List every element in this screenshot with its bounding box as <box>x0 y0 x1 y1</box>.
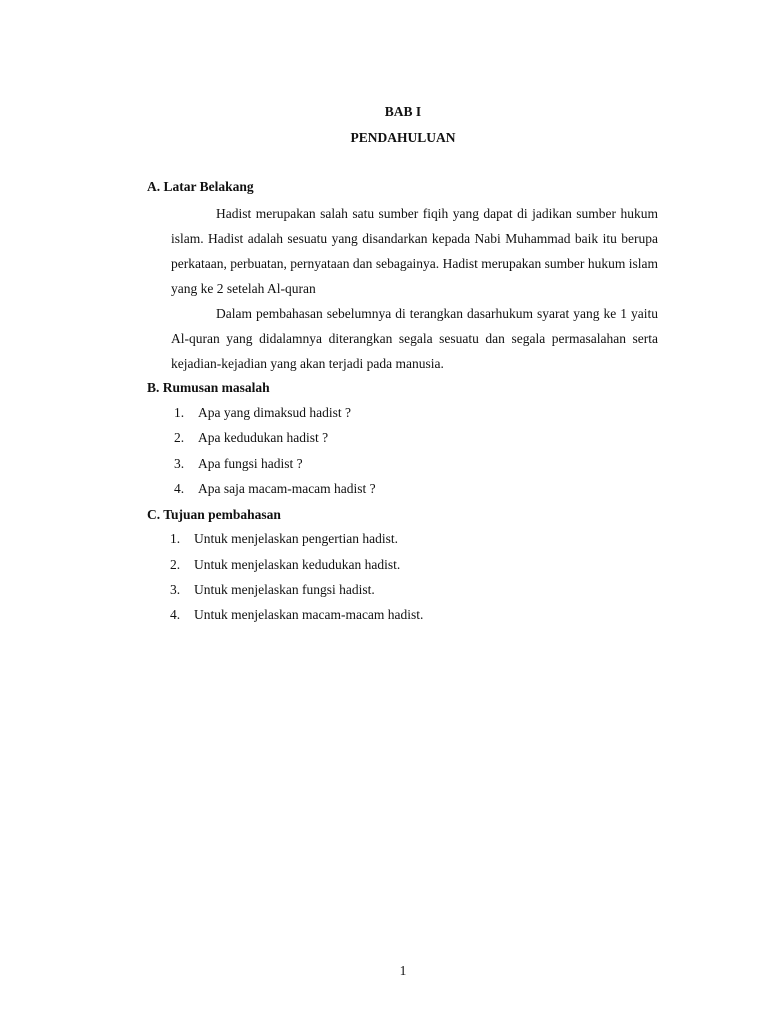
list-text: Apa yang dimaksud hadist ? <box>198 405 351 420</box>
list-number: 3. <box>174 456 185 471</box>
list-number: 2. <box>174 430 185 445</box>
list-text: Untuk menjelaskan fungsi hadist. <box>194 582 375 597</box>
list-number: 2. <box>170 557 181 572</box>
list-item <box>174 405 351 421</box>
list-item <box>174 430 328 446</box>
list-text: Apa fungsi hadist ? <box>198 456 303 471</box>
section-a-heading: A. Latar Belakang <box>147 179 254 194</box>
chapter-title: PENDAHULUAN <box>350 130 456 145</box>
section-a-paragraph-2-text: Dalam pembahasan sebelumnya di terangkan dasarhukum syarat yang ke 1 yaitu Al-quran yang didalamnya diterangkan segala sesuatu dan segala permasalahan serta kejadian-kejadian yang akan terjadi pada manusia. <box>171 306 658 371</box>
page-number: 1 <box>399 963 407 978</box>
list-text: Untuk menjelaskan pengertian hadist. <box>194 531 398 546</box>
list-number: 4. <box>174 481 185 496</box>
section-a-paragraph-1 <box>171 201 658 301</box>
section-a-paragraph-1-text: Hadist merupakan salah satu sumber fiqih yang dapat di jadikan sumber hukum islam. Hadist adalah sesuatu yang disandarkan kepada Nabi Muhammad baik itu berupa perkataan, perbuatan, pernyataan dan sebagainya. Hadist merupakan sumber hukum islam yang ke 2 setelah Al-quran <box>171 206 658 296</box>
list-number: 3. <box>170 582 181 597</box>
list-text: Untuk menjelaskan kedudukan hadist. <box>194 557 401 572</box>
list-text: Apa kedudukan hadist ? <box>198 430 329 445</box>
list-item <box>170 582 375 598</box>
section-b-heading: B. Rumusan masalah <box>147 380 270 395</box>
section-c-heading: C. Tujuan pembahasan <box>147 507 281 522</box>
list-text: Apa saja macam-macam hadist ? <box>198 481 376 496</box>
list-item <box>170 557 400 573</box>
list-item <box>170 607 423 623</box>
list-item <box>174 456 303 472</box>
list-item <box>174 481 376 497</box>
list-item <box>170 531 398 547</box>
list-number: 1. <box>174 405 185 420</box>
list-text: Untuk menjelaskan macam-macam hadist. <box>194 607 424 622</box>
list-number: 1. <box>170 531 181 546</box>
list-number: 4. <box>170 607 181 622</box>
chapter-label: BAB I <box>384 104 422 119</box>
section-a-paragraph-2 <box>171 301 658 376</box>
